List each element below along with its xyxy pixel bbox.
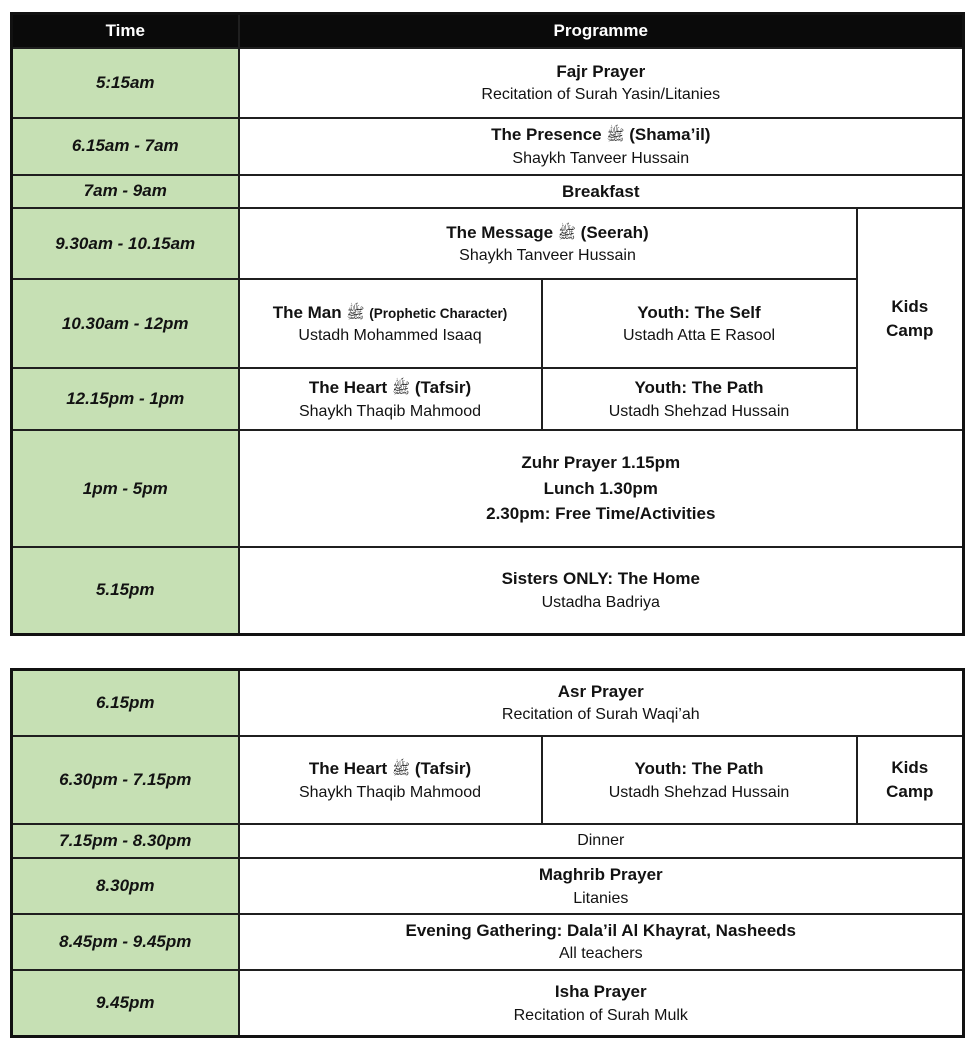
session-line: Lunch 1.30pm bbox=[543, 478, 658, 498]
programme-cell-left bbox=[239, 279, 542, 368]
programme-cell bbox=[239, 914, 964, 970]
table-row bbox=[12, 547, 964, 634]
time-cell: 5:15am bbox=[12, 48, 239, 118]
programme-cell bbox=[239, 208, 857, 279]
saw-honorific: ﷺ bbox=[557, 224, 576, 242]
programme-cell bbox=[239, 48, 964, 118]
programme-cell bbox=[239, 858, 964, 914]
session-subtitle: Recitation of Surah Yasin/Litanies bbox=[481, 86, 721, 104]
session-title: The Heart ﷺ (Tafsir) bbox=[308, 759, 472, 779]
session-title-qualifier: (Prophetic Character) bbox=[369, 305, 508, 321]
programme-cell bbox=[239, 118, 964, 175]
time-cell: 12.15pm - 1pm bbox=[12, 368, 239, 430]
saw-honorific: ﷺ bbox=[606, 127, 625, 145]
programme-cell-right bbox=[542, 736, 857, 824]
programme-column-header: Programme bbox=[239, 14, 964, 48]
schedule-table-day bbox=[10, 12, 965, 636]
programme-cell bbox=[239, 824, 964, 858]
session-subtitle: Shaykh Tanveer Hussain bbox=[512, 149, 690, 167]
programme-cell-right bbox=[542, 279, 857, 368]
session-subtitle: Shaykh Thaqib Mahmood bbox=[298, 783, 482, 801]
session-subtitle: Ustadh Shehzad Hussain bbox=[608, 402, 790, 420]
session-subtitle: Ustadha Badriya bbox=[541, 593, 660, 611]
table-row bbox=[12, 914, 964, 970]
time-cell: 7am - 9am bbox=[12, 175, 239, 209]
session-title: Youth: The Path bbox=[634, 378, 764, 398]
programme-cell-right bbox=[542, 368, 857, 430]
session-subtitle: All teachers bbox=[558, 945, 643, 963]
session-title: Isha Prayer bbox=[554, 982, 647, 1002]
session-subtitle: Recitation of Surah Waqi’ah bbox=[501, 706, 700, 724]
saw-honorific: ﷺ bbox=[346, 304, 365, 322]
session-title: The Man ﷺ (Prophetic Character) bbox=[272, 302, 508, 322]
session-subtitle: Ustadh Mohammed Isaaq bbox=[298, 327, 482, 345]
programme-cell bbox=[239, 970, 964, 1037]
table-row bbox=[12, 48, 964, 118]
session-title: Youth: The Path bbox=[634, 759, 764, 779]
table-row bbox=[12, 279, 964, 368]
header-row bbox=[12, 14, 964, 48]
time-cell: 5.15pm bbox=[12, 547, 239, 634]
saw-honorific: ﷺ bbox=[391, 380, 411, 398]
session-title: The Presence ﷺ (Shama’il) bbox=[491, 125, 711, 145]
time-cell: 6.15pm bbox=[12, 669, 239, 736]
time-cell: 9.45pm bbox=[12, 970, 239, 1037]
time-cell: 8.45pm - 9.45pm bbox=[12, 914, 239, 970]
programme-cell bbox=[239, 547, 964, 634]
table-row bbox=[12, 175, 964, 209]
session-title: Evening Gathering: Dala’il Al Khayrat, Nasheeds bbox=[405, 920, 796, 940]
session-title: Asr Prayer bbox=[557, 681, 644, 701]
table-row bbox=[12, 858, 964, 914]
table-row bbox=[12, 118, 964, 175]
session-subtitle: Shaykh Thaqib Mahmood bbox=[298, 402, 482, 420]
time-cell: 6.15am - 7am bbox=[12, 118, 239, 175]
programme-cell-left bbox=[239, 368, 542, 430]
table-row bbox=[12, 368, 964, 430]
time-cell: 7.15pm - 8.30pm bbox=[12, 824, 239, 858]
session-title: Maghrib Prayer bbox=[538, 865, 663, 884]
kids-camp-cell bbox=[857, 208, 964, 430]
session-subtitle: Litanies bbox=[573, 889, 629, 907]
programme-cell bbox=[239, 669, 964, 736]
time-cell: 9.30am - 10.15am bbox=[12, 208, 239, 279]
kids-camp-label: Kids Camp bbox=[886, 758, 934, 801]
session-subtitle: Shaykh Tanveer Hussain bbox=[459, 247, 636, 265]
session-title: Fajr Prayer bbox=[556, 61, 646, 81]
session-title: Sisters ONLY: The Home bbox=[501, 569, 700, 589]
table-row bbox=[12, 430, 964, 547]
programme-cell bbox=[239, 430, 964, 547]
time-cell: 1pm - 5pm bbox=[12, 430, 239, 547]
table-row bbox=[12, 736, 964, 824]
table-row bbox=[12, 824, 964, 858]
session-title: Breakfast bbox=[562, 181, 640, 201]
session-title: The Heart ﷺ (Tafsir) bbox=[308, 378, 472, 398]
session-title: Youth: The Self bbox=[637, 302, 761, 322]
table-row bbox=[12, 208, 964, 279]
saw-honorific: ﷺ bbox=[391, 761, 411, 779]
schedule-table-evening bbox=[10, 668, 965, 1039]
session-title: Dinner bbox=[577, 831, 625, 849]
table-gap bbox=[10, 636, 962, 668]
time-cell: 6.30pm - 7.15pm bbox=[12, 736, 239, 824]
session-subtitle: Recitation of Surah Mulk bbox=[513, 1006, 688, 1024]
programme-cell bbox=[239, 175, 964, 209]
session-line: Zuhr Prayer 1.15pm bbox=[521, 453, 681, 473]
programme-cell-left bbox=[239, 736, 542, 824]
session-subtitle: Ustadh Atta E Rasool bbox=[622, 327, 776, 345]
table-row bbox=[12, 669, 964, 736]
time-column-header: Time bbox=[12, 14, 239, 48]
session-subtitle: Ustadh Shehzad Hussain bbox=[608, 783, 790, 801]
table-row bbox=[12, 970, 964, 1037]
session-line: 2.30pm: Free Time/Activities bbox=[486, 504, 716, 524]
kids-camp-label: Kids Camp bbox=[886, 297, 934, 340]
kids-camp-cell bbox=[857, 736, 964, 824]
session-title: The Message ﷺ (Seerah) bbox=[446, 222, 649, 242]
time-cell: 10.30am - 12pm bbox=[12, 279, 239, 368]
time-cell: 8.30pm bbox=[12, 858, 239, 914]
